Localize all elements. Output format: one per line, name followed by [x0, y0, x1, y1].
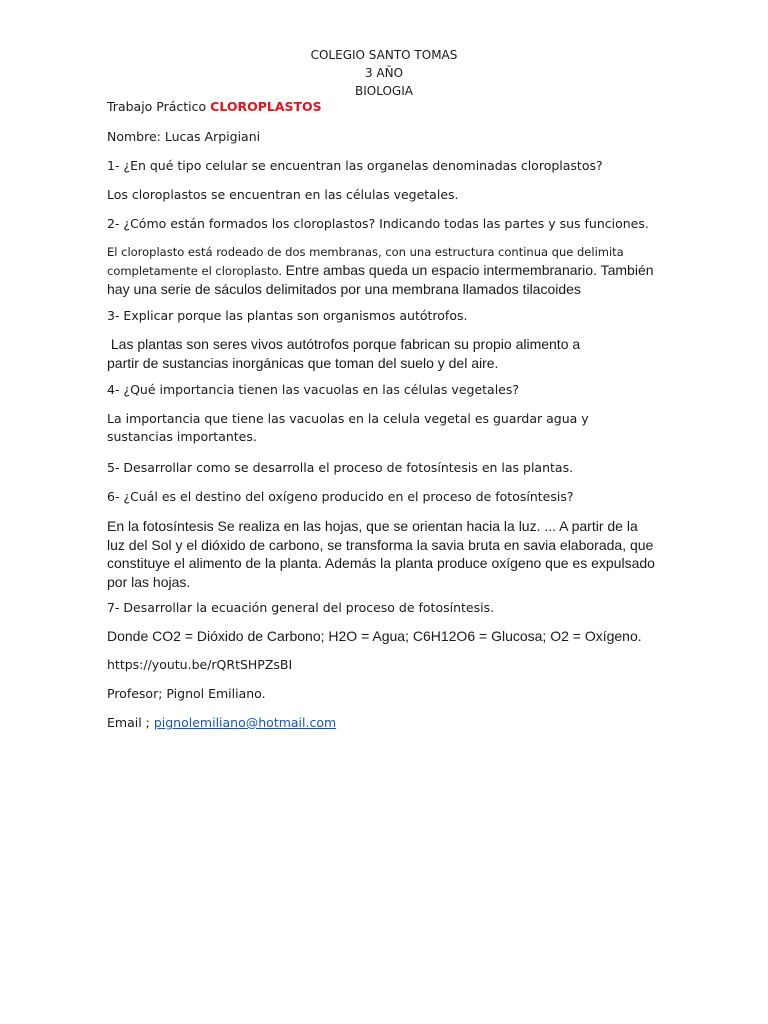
title-prefix: Trabajo Práctico	[107, 99, 211, 114]
question-3: 3- Explicar porque las plantas son organismos autótrofos.	[107, 308, 468, 323]
answer-3-line-2: partir de sustancias inorgánicas que toman del suelo y del aire.	[107, 354, 499, 371]
answer-3-line-1: Las plantas son seres vivos autótrofos porque fabrican su propio alimento a	[107, 336, 581, 352]
question-1: 1- ¿En qué tipo celular se encuentran las organelas denominadas cloroplastos?	[107, 158, 603, 173]
video-link-text: https://youtu.be/rQRtSHPZsBI	[107, 657, 293, 672]
answer-1: Los cloroplastos se encuentran en las células vegetales.	[107, 187, 459, 202]
question-6: 6- ¿Cuál es el destino del oxígeno producido en el proceso de fotosíntesis?	[107, 489, 574, 504]
answer-2	[107, 243, 657, 299]
title-topic: CLOROPLASTOS	[210, 99, 322, 114]
document-header	[0, 46, 768, 100]
school-year: 3 AÑO	[364, 66, 404, 80]
document-title	[107, 98, 655, 116]
answer-2-part-1: El cloroplasto está rodeado de dos membranas, con una estructura continua que delimita completamente el cloroplasto.	[107, 245, 624, 278]
email-link[interactable]: pignolemiliano@hotmail.com	[153, 715, 337, 730]
answer-4: La importancia que tiene las vacuolas en la celula vegetal es guardar agua y sustancias importantes.	[107, 411, 589, 444]
subject-name: BIOLOGIA	[355, 84, 413, 98]
question-5: 5- Desarrollar como se desarrolla el proceso de fotosíntesis en las plantas.	[107, 460, 574, 475]
answer-6: En la fotosíntesis Se realiza en las hojas, que se orientan hacia la luz. ... A partir de la luz del Sol y el dióxido de carbono, se transforma la savia bruta en savia elaborada, que constituye el alimento de la planta. Además la planta produce oxígeno que es expulsado por las hojas.	[107, 518, 655, 590]
email-line	[107, 714, 655, 732]
answer-3	[107, 335, 655, 372]
answer-2-part-2: Entre ambas queda un espacio intermembranario. También hay una serie de sáculos delimitados por una membrana llamados tilacoides	[107, 262, 654, 297]
email-label: Email ;	[107, 715, 154, 730]
answer-7: Donde CO2 = Dióxido de Carbono; H2O = Agua; C6H12O6 = Glucosa; O2 = Oxígeno.	[107, 628, 642, 644]
question-4: 4- ¿Qué importancia tienen las vacuolas en las células vegetales?	[107, 382, 520, 397]
question-7: 7- Desarrollar la ecuación general del proceso de fotosíntesis.	[107, 600, 495, 615]
student-name: Nombre: Lucas Arpigiani	[107, 129, 261, 144]
teacher-name: Profesor; Pignol Emiliano.	[107, 686, 266, 701]
question-2: 2- ¿Cómo están formados los cloroplastos? Indicando todas las partes y sus funciones.	[107, 216, 649, 231]
school-name: COLEGIO SANTO TOMAS	[310, 48, 458, 62]
